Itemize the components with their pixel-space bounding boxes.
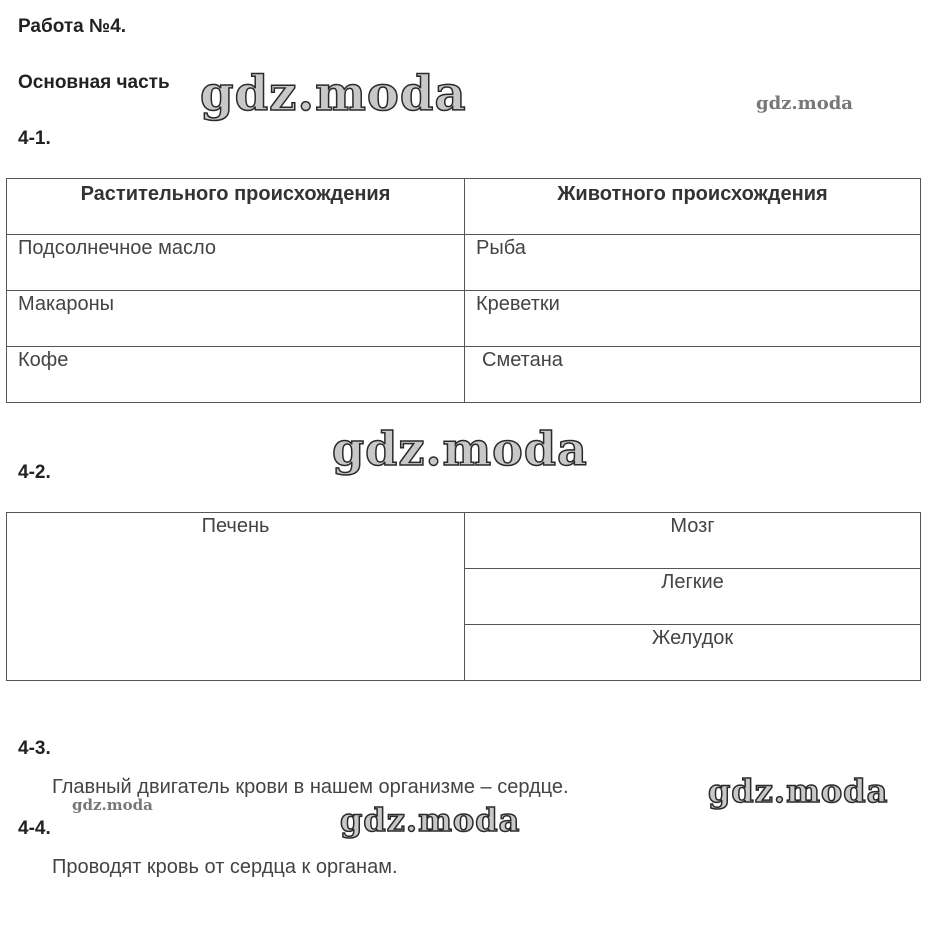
watermark-logo: gdz.moda — [340, 801, 521, 839]
table-cell: Сметана — [465, 347, 921, 403]
watermark-logo: gdz.moda — [756, 93, 853, 114]
table-cell: Мозг — [465, 513, 921, 569]
table-cell: Макароны — [7, 291, 465, 347]
table-cell: Рыба — [465, 235, 921, 291]
table-cell: Креветки — [465, 291, 921, 347]
watermark-logo: gdz.moda — [708, 772, 889, 810]
answer-4-3: Главный двигатель крови в нашем организме – сердце. — [52, 776, 569, 798]
answer-4-4: Проводят кровь от сердца к органам. — [52, 856, 398, 878]
table-row — [7, 235, 921, 291]
table-row — [7, 347, 921, 403]
watermark-logo: gdz.moda — [200, 66, 467, 122]
table-cell: Подсолнечное масло — [7, 235, 465, 291]
section-label-4-1: 4-1. — [18, 128, 51, 149]
table-row — [7, 291, 921, 347]
organs-table — [6, 512, 921, 681]
table-header-row — [7, 179, 921, 235]
watermark-logo: gdz.moda — [72, 796, 153, 814]
section-heading-main: Основная часть — [18, 72, 170, 93]
section-label-4-4: 4-4. — [18, 818, 51, 839]
section-label-4-3: 4-3. — [18, 738, 51, 759]
column-header-plant: Растительного происхождения — [7, 179, 465, 235]
table-cell: Легкие — [465, 569, 921, 625]
table-cell: Желудок — [465, 625, 921, 681]
table-cell: Кофе — [7, 347, 465, 403]
origin-table — [6, 178, 921, 403]
page-title: Работа №4. — [18, 16, 127, 37]
section-label-4-2: 4-2. — [18, 462, 51, 483]
column-header-animal: Животного происхождения — [465, 179, 921, 235]
table-cell-liver: Печень — [7, 513, 465, 681]
watermark-logo: gdz.moda — [332, 422, 588, 476]
table-row — [7, 513, 921, 569]
